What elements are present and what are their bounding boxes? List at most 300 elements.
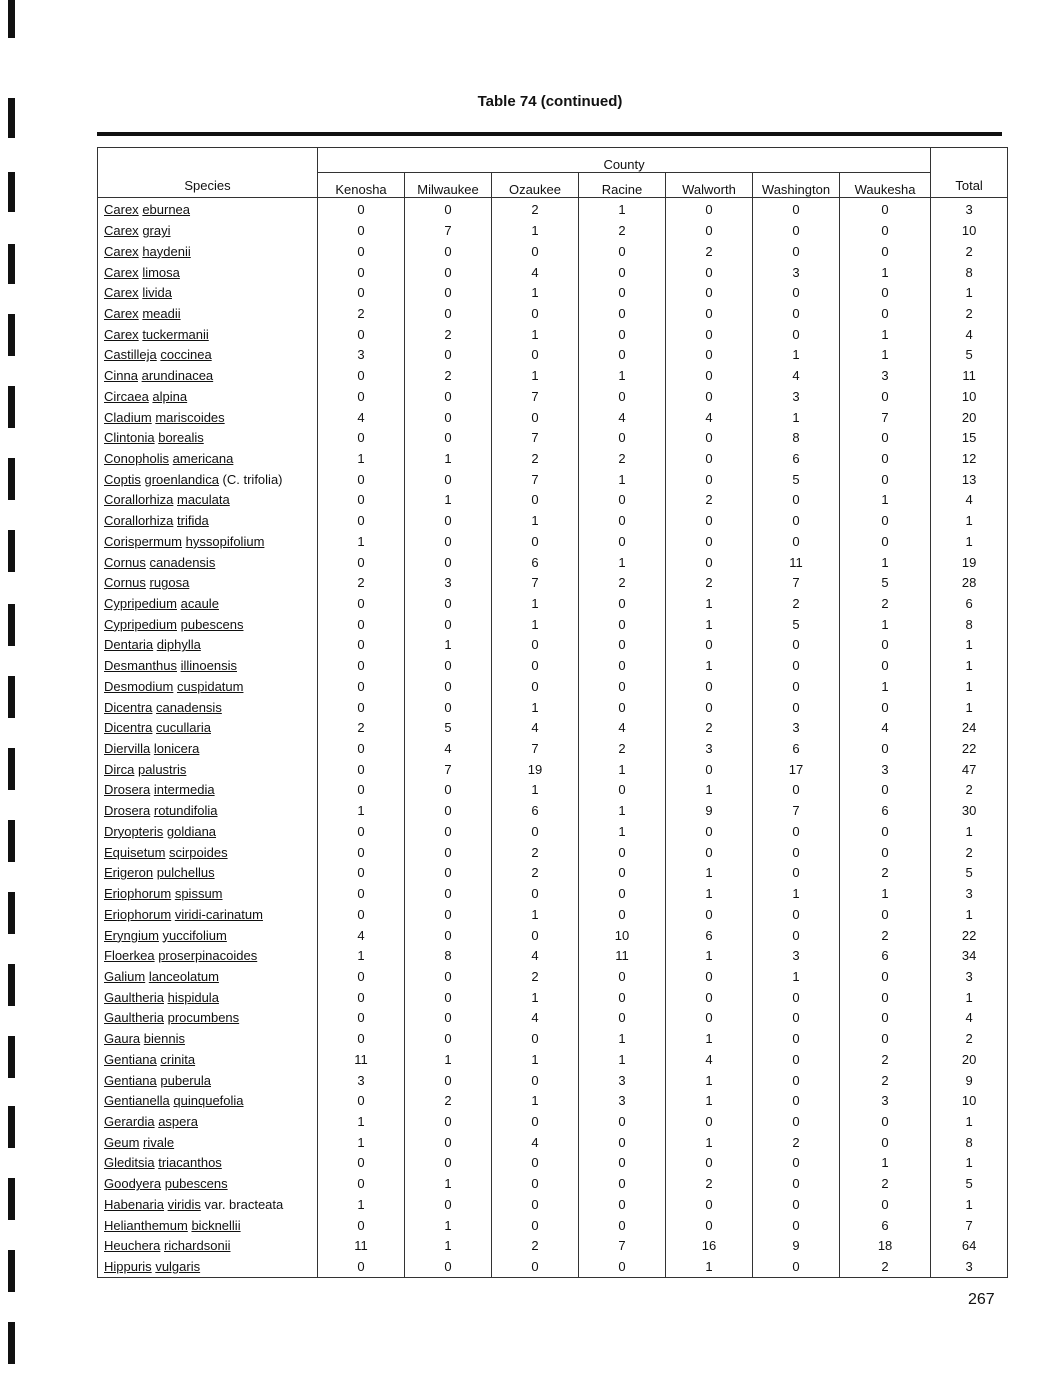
count-cell: 5 [753, 614, 840, 635]
total-cell: 64 [931, 1236, 1008, 1257]
count-cell: 1 [405, 1236, 492, 1257]
count-cell: 4 [492, 1132, 579, 1153]
table-row [98, 511, 1008, 532]
count-cell: 0 [318, 469, 405, 490]
count-cell: 0 [840, 532, 931, 553]
header-species: Species [98, 148, 318, 198]
count-cell: 3 [753, 262, 840, 283]
species-epithet: yuccifolium [162, 927, 227, 943]
genus-name: Cornus [104, 554, 146, 570]
count-cell: 0 [318, 366, 405, 387]
species-cell [98, 386, 318, 407]
count-cell: 4 [753, 366, 840, 387]
species-epithet: meadii [142, 305, 181, 321]
count-cell: 1 [318, 946, 405, 967]
count-cell: 2 [840, 925, 931, 946]
count-cell: 1 [579, 366, 666, 387]
genus-name: Goodyera [104, 1176, 162, 1192]
binding-mark [8, 1036, 15, 1078]
count-cell: 3 [840, 759, 931, 780]
species-cell [98, 1236, 318, 1257]
count-cell: 1 [666, 594, 753, 615]
genus-name: Dirca [104, 761, 135, 777]
genus-name: Carex [104, 223, 139, 239]
count-cell: 1 [840, 552, 931, 573]
count-cell: 0 [666, 904, 753, 925]
table-row [98, 1174, 1008, 1195]
count-cell: 1 [492, 511, 579, 532]
species-epithet: rugosa [149, 575, 190, 591]
total-cell: 34 [931, 946, 1008, 967]
total-cell: 9 [931, 1070, 1008, 1091]
genus-name: Geum [104, 1134, 140, 1150]
count-cell: 3 [405, 573, 492, 594]
total-cell: 4 [931, 490, 1008, 511]
count-cell: 0 [579, 532, 666, 553]
count-cell: 0 [318, 759, 405, 780]
genus-name: Circaea [104, 388, 149, 404]
count-cell: 0 [753, 1029, 840, 1050]
count-cell: 0 [318, 1215, 405, 1236]
count-cell: 2 [492, 967, 579, 988]
count-cell: 0 [840, 1195, 931, 1216]
species-epithet: palustris [137, 761, 187, 777]
species-epithet: hispidula [167, 989, 219, 1005]
genus-name: Carex [104, 285, 139, 301]
count-cell: 0 [840, 635, 931, 656]
table-row [98, 987, 1008, 1008]
genus-name: Dryopteris [104, 823, 164, 839]
count-cell: 4 [666, 407, 753, 428]
count-cell: 0 [405, 241, 492, 262]
species-epithet: aspera [158, 1113, 198, 1129]
species-epithet: lanceolatum [148, 968, 219, 984]
table-row [98, 1049, 1008, 1070]
count-cell: 0 [840, 780, 931, 801]
count-cell: 2 [492, 842, 579, 863]
count-cell: 2 [840, 1049, 931, 1070]
count-cell: 6 [753, 739, 840, 760]
count-cell: 0 [492, 304, 579, 325]
count-cell: 0 [666, 469, 753, 490]
count-cell: 0 [840, 739, 931, 760]
total-cell: 4 [931, 324, 1008, 345]
count-cell: 0 [579, 780, 666, 801]
table-row [98, 552, 1008, 573]
count-cell: 17 [753, 759, 840, 780]
count-cell: 0 [405, 511, 492, 532]
genus-name: Cornus [104, 575, 146, 591]
header-county-group: County [318, 148, 931, 173]
genus-name: Conopholis [104, 450, 170, 466]
total-cell: 1 [931, 511, 1008, 532]
total-cell: 1 [931, 1153, 1008, 1174]
count-cell: 0 [405, 780, 492, 801]
genus-name: Habenaria [104, 1196, 164, 1212]
count-cell: 3 [840, 1091, 931, 1112]
count-cell: 0 [753, 987, 840, 1008]
species-epithet: vulgaris [155, 1259, 201, 1275]
table-row [98, 1257, 1008, 1278]
count-cell: 5 [753, 469, 840, 490]
count-cell: 2 [318, 304, 405, 325]
count-cell: 0 [840, 386, 931, 407]
count-cell: 1 [840, 262, 931, 283]
table-row [98, 1091, 1008, 1112]
count-cell: 0 [840, 842, 931, 863]
binding-mark [8, 820, 15, 862]
count-cell: 0 [840, 1008, 931, 1029]
count-cell: 0 [579, 635, 666, 656]
species-epithet: pubescens [180, 616, 244, 632]
binding-mark [8, 172, 15, 212]
species-epithet: bicknellii [191, 1217, 241, 1233]
count-cell: 0 [405, 262, 492, 283]
count-cell: 1 [840, 324, 931, 345]
count-cell: 1 [405, 635, 492, 656]
count-cell: 1 [579, 469, 666, 490]
species-epithet: trifida [177, 513, 209, 529]
total-cell: 3 [931, 967, 1008, 988]
count-cell: 0 [753, 697, 840, 718]
species-cell [98, 677, 318, 698]
count-cell: 0 [666, 345, 753, 366]
count-cell: 0 [492, 1195, 579, 1216]
total-cell: 1 [931, 822, 1008, 843]
species-epithet: pulchellus [156, 865, 215, 881]
count-cell: 0 [753, 1070, 840, 1091]
count-cell: 7 [492, 739, 579, 760]
table-row [98, 1008, 1008, 1029]
count-cell: 0 [405, 594, 492, 615]
count-cell: 0 [405, 967, 492, 988]
count-cell: 0 [840, 967, 931, 988]
count-cell: 1 [579, 801, 666, 822]
species-epithet: eburnea [142, 202, 191, 218]
count-cell: 0 [840, 656, 931, 677]
count-cell: 1 [579, 759, 666, 780]
count-cell: 16 [666, 1236, 753, 1257]
count-cell: 0 [666, 842, 753, 863]
count-cell: 2 [840, 863, 931, 884]
count-cell: 0 [753, 1195, 840, 1216]
genus-name: Coptis [104, 471, 141, 487]
count-cell: 0 [579, 1195, 666, 1216]
species-cell [98, 1112, 318, 1133]
count-cell: 4 [405, 739, 492, 760]
count-cell: 1 [840, 490, 931, 511]
count-cell: 0 [405, 1070, 492, 1091]
count-cell: 1 [579, 1049, 666, 1070]
count-cell: 7 [492, 573, 579, 594]
count-cell: 7 [753, 573, 840, 594]
count-cell: 1 [840, 884, 931, 905]
count-cell: 5 [405, 718, 492, 739]
count-cell: 0 [318, 677, 405, 698]
species-cell [98, 1195, 318, 1216]
total-cell: 28 [931, 573, 1008, 594]
count-cell: 0 [318, 283, 405, 304]
count-cell: 0 [840, 198, 931, 221]
species-epithet: cuspidatum [176, 678, 244, 694]
species-cell [98, 407, 318, 428]
species-cell [98, 490, 318, 511]
species-cell [98, 1029, 318, 1050]
count-cell: 0 [405, 904, 492, 925]
count-cell: 0 [579, 1174, 666, 1195]
count-cell: 0 [753, 635, 840, 656]
count-cell: 1 [666, 946, 753, 967]
count-cell: 0 [840, 221, 931, 242]
count-cell: 2 [840, 1257, 931, 1278]
species-cell [98, 614, 318, 635]
species-epithet: diphylla [156, 637, 201, 653]
species-epithet: borealis [158, 430, 204, 446]
count-cell: 0 [840, 1029, 931, 1050]
count-cell: 0 [753, 863, 840, 884]
count-cell: 1 [492, 366, 579, 387]
total-cell: 2 [931, 1029, 1008, 1050]
count-cell: 0 [318, 822, 405, 843]
count-cell: 0 [579, 324, 666, 345]
table-row [98, 449, 1008, 470]
genus-name: Desmanthus [104, 658, 177, 674]
species-cell [98, 283, 318, 304]
genus-name: Gerardia [104, 1113, 155, 1129]
count-cell: 0 [492, 635, 579, 656]
count-cell: 1 [405, 449, 492, 470]
count-cell: 0 [405, 801, 492, 822]
header-walworth: Walworth [666, 173, 753, 198]
total-cell: 3 [931, 198, 1008, 221]
species-epithet: viridis [167, 1196, 201, 1212]
count-cell: 2 [666, 718, 753, 739]
count-cell: 0 [666, 511, 753, 532]
count-cell: 0 [492, 1070, 579, 1091]
count-cell: 1 [318, 532, 405, 553]
species-epithet: goldiana [166, 823, 217, 839]
table-row [98, 677, 1008, 698]
total-cell: 4 [931, 1008, 1008, 1029]
count-cell: 1 [840, 614, 931, 635]
count-cell: 0 [492, 532, 579, 553]
count-cell: 0 [405, 198, 492, 221]
table-row [98, 407, 1008, 428]
count-cell: 2 [666, 1174, 753, 1195]
count-cell: 0 [753, 656, 840, 677]
genus-name: Cinna [104, 368, 138, 384]
total-cell: 10 [931, 1091, 1008, 1112]
species-epithet: puberula [160, 1072, 211, 1088]
count-cell: 0 [318, 842, 405, 863]
count-cell: 1 [405, 1049, 492, 1070]
count-cell: 3 [666, 739, 753, 760]
count-cell: 0 [840, 697, 931, 718]
count-cell: 2 [579, 573, 666, 594]
genus-name: Gentiana [104, 1051, 157, 1067]
count-cell: 0 [666, 1153, 753, 1174]
count-cell: 0 [318, 904, 405, 925]
count-cell: 0 [492, 822, 579, 843]
table-row [98, 366, 1008, 387]
count-cell: 1 [666, 1070, 753, 1091]
count-cell: 0 [840, 511, 931, 532]
count-cell: 0 [666, 987, 753, 1008]
total-cell: 3 [931, 884, 1008, 905]
total-cell: 1 [931, 1112, 1008, 1133]
species-cell [98, 345, 318, 366]
count-cell: 7 [492, 386, 579, 407]
count-cell: 1 [579, 1029, 666, 1050]
count-cell: 3 [753, 718, 840, 739]
count-cell: 0 [666, 822, 753, 843]
count-cell: 10 [579, 925, 666, 946]
species-cell [98, 656, 318, 677]
count-cell: 1 [579, 822, 666, 843]
count-cell: 1 [666, 1132, 753, 1153]
count-cell: 0 [579, 904, 666, 925]
table-row [98, 345, 1008, 366]
genus-name: Corispermum [104, 533, 183, 549]
species-epithet: richardsonii [164, 1238, 231, 1254]
genus-name: Carex [104, 243, 139, 259]
count-cell: 1 [405, 490, 492, 511]
genus-name: Erigeron [104, 865, 154, 881]
count-cell: 0 [318, 987, 405, 1008]
count-cell: 1 [492, 780, 579, 801]
count-cell: 0 [318, 221, 405, 242]
count-cell: 0 [318, 697, 405, 718]
species-cell [98, 801, 318, 822]
species-cell [98, 532, 318, 553]
total-cell: 1 [931, 635, 1008, 656]
species-epithet: limosa [142, 264, 180, 280]
species-cell [98, 1215, 318, 1236]
count-cell: 8 [753, 428, 840, 449]
total-cell: 1 [931, 677, 1008, 698]
count-cell: 0 [666, 1008, 753, 1029]
species-epithet: coccinea [160, 347, 212, 363]
count-cell: 0 [492, 1257, 579, 1278]
count-cell: 0 [579, 697, 666, 718]
count-cell: 0 [579, 656, 666, 677]
count-cell: 1 [579, 552, 666, 573]
count-cell: 0 [753, 490, 840, 511]
table-row [98, 863, 1008, 884]
count-cell: 0 [318, 262, 405, 283]
count-cell: 2 [666, 241, 753, 262]
count-cell: 1 [492, 1049, 579, 1070]
species-epithet: americana [172, 450, 234, 466]
table-row [98, 1236, 1008, 1257]
count-cell: 0 [405, 884, 492, 905]
count-cell: 0 [405, 552, 492, 573]
count-cell: 0 [579, 262, 666, 283]
count-cell: 0 [405, 656, 492, 677]
count-cell: 0 [753, 304, 840, 325]
species-epithet: crinita [160, 1051, 196, 1067]
species-cell [98, 863, 318, 884]
count-cell: 0 [840, 428, 931, 449]
count-cell: 0 [318, 511, 405, 532]
count-cell: 0 [405, 386, 492, 407]
count-cell: 0 [405, 304, 492, 325]
header-waukesha: Waukesha [840, 173, 931, 198]
species-epithet: livida [142, 285, 172, 301]
count-cell: 7 [492, 469, 579, 490]
count-cell: 0 [753, 324, 840, 345]
table-title: Table 74 (continued) [477, 93, 623, 110]
count-cell: 6 [666, 925, 753, 946]
species-epithet: grayi [142, 223, 171, 239]
count-cell: 2 [492, 863, 579, 884]
count-cell: 0 [318, 635, 405, 656]
count-cell: 4 [492, 718, 579, 739]
species-cell [98, 1091, 318, 1112]
count-cell: 0 [318, 1257, 405, 1278]
count-cell: 0 [753, 1153, 840, 1174]
count-cell: 0 [405, 842, 492, 863]
total-cell: 5 [931, 863, 1008, 884]
genus-name: Desmodium [104, 678, 174, 694]
count-cell: 0 [318, 1174, 405, 1195]
total-cell: 7 [931, 1215, 1008, 1236]
count-cell: 0 [753, 677, 840, 698]
count-cell: 11 [318, 1049, 405, 1070]
table-row [98, 1215, 1008, 1236]
binding-mark [8, 0, 15, 38]
table-row [98, 904, 1008, 925]
count-cell: 0 [579, 511, 666, 532]
count-cell: 1 [318, 1112, 405, 1133]
count-cell: 0 [579, 677, 666, 698]
total-cell: 20 [931, 1049, 1008, 1070]
count-cell: 0 [840, 987, 931, 1008]
binding-mark [8, 892, 15, 934]
total-cell: 2 [931, 304, 1008, 325]
count-cell: 2 [753, 1132, 840, 1153]
genus-name: Cypripedium [104, 596, 177, 612]
total-cell: 15 [931, 428, 1008, 449]
species-epithet: maculata [177, 492, 230, 508]
count-cell: 0 [405, 1112, 492, 1133]
count-cell: 0 [405, 614, 492, 635]
count-cell: 0 [840, 1112, 931, 1133]
total-cell: 10 [931, 221, 1008, 242]
species-cell [98, 198, 318, 221]
species-epithet: groenlandica [144, 471, 219, 487]
species-epithet: viridi-carinatum [174, 906, 263, 922]
species-cell [98, 366, 318, 387]
binding-mark [8, 1250, 15, 1292]
count-cell: 6 [492, 552, 579, 573]
count-cell: 0 [492, 345, 579, 366]
count-cell: 0 [666, 697, 753, 718]
count-cell: 1 [666, 614, 753, 635]
count-cell: 0 [492, 1029, 579, 1050]
count-cell: 1 [492, 697, 579, 718]
count-cell: 0 [753, 842, 840, 863]
count-cell: 6 [840, 946, 931, 967]
total-cell: 2 [931, 780, 1008, 801]
table-row [98, 304, 1008, 325]
count-cell: 0 [753, 241, 840, 262]
genus-name: Drosera [104, 782, 151, 798]
species-epithet: canadensis [156, 699, 222, 715]
count-cell: 1 [666, 656, 753, 677]
table-row [98, 469, 1008, 490]
count-cell: 1 [840, 677, 931, 698]
